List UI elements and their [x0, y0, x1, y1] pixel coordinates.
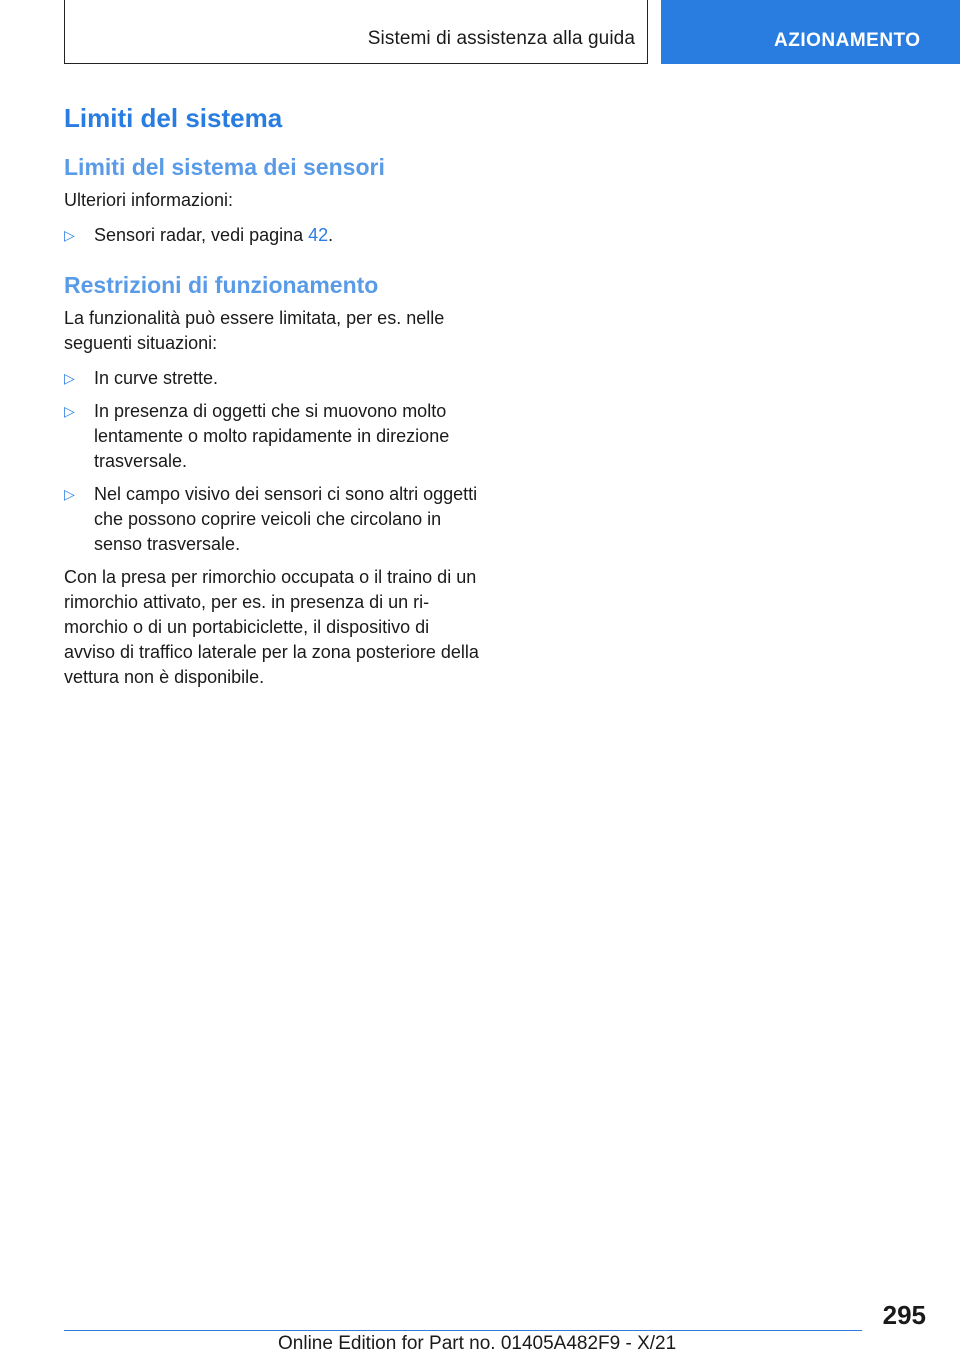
header-chapter-tab — [661, 0, 960, 64]
section-heading-sensor-limits: Limiti del sistema dei sensori — [64, 154, 385, 180]
triangle-bullet-icon: ▷ — [64, 403, 75, 419]
header-chapter-label: AZIONAMENTO — [774, 30, 921, 51]
section-intro-restrictions: La funzionalità può essere limitata, per es. nelle seguenti situazioni: — [64, 308, 445, 353]
list-item — [64, 482, 480, 557]
triangle-bullet-icon: ▷ — [64, 486, 75, 502]
bullet-list-restrictions — [64, 366, 480, 557]
header-section-title: Sistemi di assistenza alla guida — [367, 28, 635, 49]
page-reference-link[interactable]: 42 — [308, 225, 329, 245]
list-item — [64, 366, 480, 391]
page-number: 295 — [882, 1300, 926, 1330]
list-item — [64, 399, 480, 474]
section-intro-sensor-limits: Ulteriori informazioni: — [64, 190, 234, 210]
header-box — [64, 0, 648, 64]
footer-edition-text: Online Edition for Part no. 01405A482F9 - X/21 — [278, 1333, 677, 1354]
section-heading-restrictions: Restrizioni di funzionamento — [64, 272, 379, 298]
list-item-text: In curve strette. — [94, 368, 219, 388]
bullet-list-sensor-limits — [64, 223, 480, 248]
page-content — [64, 100, 480, 690]
list-item-text: In presenza di oggetti che si muovono molto lentamente o molto rapidamente in direzione trasversale. — [94, 401, 450, 471]
list-item-text: Sensori radar, vedi pagina — [94, 225, 309, 245]
footer-divider — [64, 1330, 862, 1331]
list-item-suffix: . — [328, 225, 334, 245]
list-item — [64, 223, 480, 248]
page-title: Limiti del sistema — [64, 103, 283, 133]
closing-paragraph: Con la presa per rimorchio occupata o il traino di un rimorchio attivato, per es. in presenza di un rimorchio o di un portabiciclette, il dispositivo di avviso di traffico laterale per la zona posteriore della vettura non è disponibile. — [64, 567, 479, 687]
triangle-bullet-icon: ▷ — [64, 370, 75, 386]
triangle-bullet-icon: ▷ — [64, 227, 75, 243]
list-item-text: Nel campo visivo dei sensori ci sono altri oggetti che possono coprire veicoli che circolano in senso trasversale. — [94, 484, 478, 554]
